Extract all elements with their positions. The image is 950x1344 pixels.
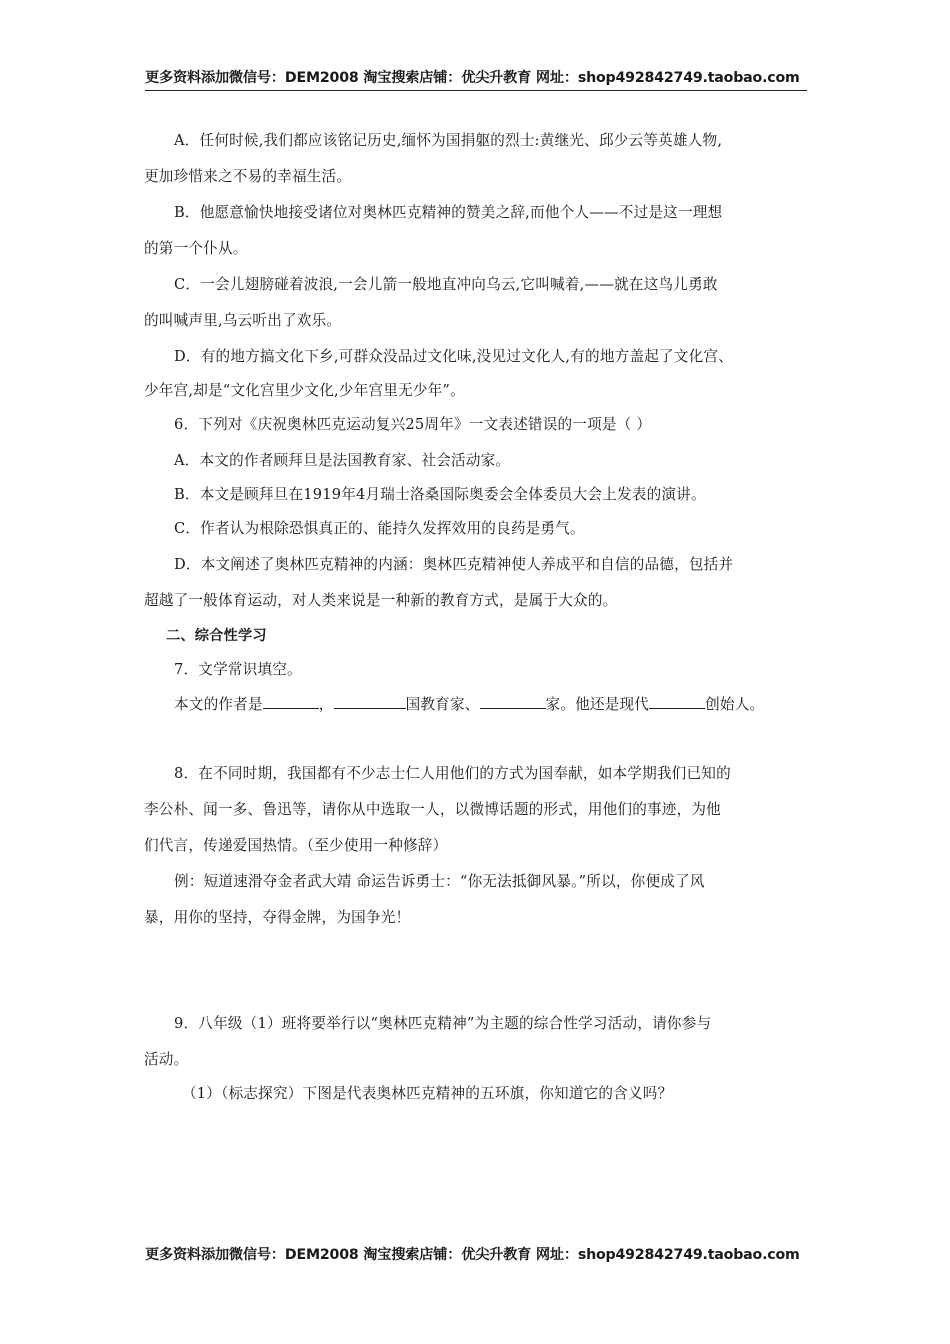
page-header: 更多资料添加微信号：DEM2008 淘宝搜索店铺：优尖升教育 网址：shop492842749.taobao.com <box>145 70 800 86</box>
q6-option-c: C．作者认为根除恐惧真正的、能持久发挥效用的良药是勇气。 <box>174 520 585 537</box>
q5-option-d-line2: 少年宫,却是“文化宫里少文化,少年宫里无少年”。 <box>144 382 465 399</box>
q5-option-b-line2: 的第一个仆从。 <box>144 240 248 257</box>
q5-option-a-line2: 更加珍惜来之不易的幸福生活。 <box>144 168 352 185</box>
q8-line3: 们代言，传递爱国热情。（至少使用一种修辞） <box>144 837 448 854</box>
q9-line2: 活动。 <box>144 1051 189 1068</box>
q7-text-3: 国教育家、 <box>405 696 480 713</box>
q7-text-4: 家。他还是现代 <box>545 696 650 713</box>
q9-line1: 9．八年级（1）班将要举行以“奥林匹克精神”为主题的综合性学习活动，请你参与 <box>174 1015 712 1032</box>
q7-blank-3[interactable] <box>480 694 546 709</box>
q6-option-b: B．本文是顾拜旦在1919年4月瑞士洛桑国际奥委会全体委员大会上发表的演讲。 <box>174 486 706 503</box>
header-divider <box>145 90 807 91</box>
q5-option-c-line2: 的叫喊声里,乌云听出了欢乐。 <box>144 312 342 329</box>
q6-option-d-line1: D．本文阐述了奥林匹克精神的内涵：奥林匹克精神使人养成平和自信的品德，包括并 <box>174 556 734 573</box>
q7-blank-2[interactable] <box>334 694 406 709</box>
q8-line2: 李公朴、闻一多、鲁迅等，请你从中选取一人，以微博话题的形式，用他们的事迹，为他 <box>144 801 721 818</box>
q7-fill-blanks <box>174 694 764 715</box>
q5-option-a-line1: A．任何时候,我们都应该铭记历史,缅怀为国捐躯的烈士:黄继光、邱少云等英雄人物, <box>174 132 723 149</box>
q5-option-d-line1: D．有的地方搞文化下乡,可群众没品过文化味,没见过文化人,有的地方盖起了文化宫、 <box>174 348 733 365</box>
q7-text-1: 本文的作者是 <box>174 696 263 713</box>
q5-option-c-line1: C．一会儿翅膀碰着波浪,一会儿箭一般地直冲向乌云,它叫喊着,——就在这鸟儿勇敢 <box>174 276 718 293</box>
q7-text-5: 创始人。 <box>705 696 765 713</box>
q8-example-line1: 例：短道速滑夺金者武大靖 命运告诉勇士：“你无法抵御风暴。”所以，你便成了风 <box>174 873 705 890</box>
q6-option-a: A．本文的作者顾拜旦是法国教育家、社会活动家。 <box>174 452 511 469</box>
q7-stem: 7．文学常识填空。 <box>174 661 302 678</box>
q6-stem: 6．下列对《庆祝奥林匹克运动复兴25周年》一文表述错误的一项是（ ） <box>174 416 652 433</box>
section-title: 二、综合性学习 <box>166 628 267 644</box>
q8-example-line2: 暴，用你的坚持，夺得金牌，为国争光！ <box>144 909 411 926</box>
q6-option-d-line2: 超越了一般体育运动，对人类来说是一种新的教育方式，是属于大众的。 <box>144 592 618 609</box>
q9-sub-question-1: （1）（标志探究）下图是代表奥林匹克精神的五环旗，你知道它的含义吗？ <box>182 1085 673 1102</box>
q7-text-2: ， <box>318 696 334 713</box>
page-footer: 更多资料添加微信号：DEM2008 淘宝搜索店铺：优尖升教育 网址：shop492842749.taobao.com <box>145 1247 800 1263</box>
q5-option-b-line1: B．他愿意愉快地接受诸位对奥林匹克精神的赞美之辞,而他个人——不过是这一理想 <box>174 204 723 221</box>
q7-blank-1[interactable] <box>263 694 319 709</box>
q7-blank-4[interactable] <box>649 694 705 709</box>
q8-line1: 8．在不同时期，我国都有不少志士仁人用他们的方式为国奉献，如本学期我们已知的 <box>174 765 731 782</box>
